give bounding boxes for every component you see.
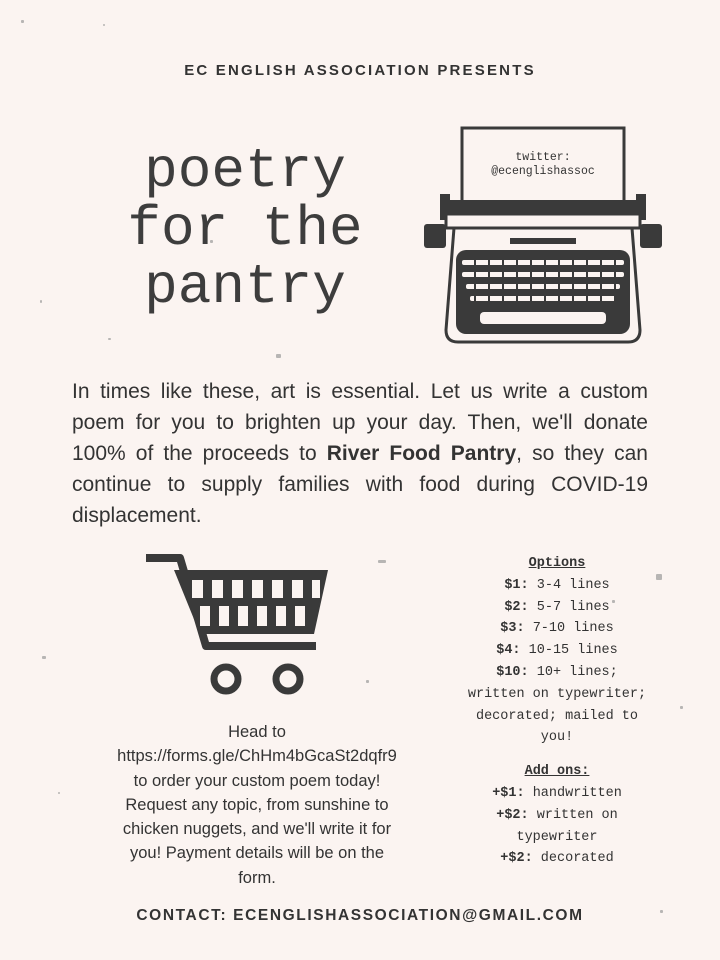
option-price: $10:	[496, 664, 529, 680]
option-item	[446, 618, 668, 640]
background-speck	[680, 706, 683, 709]
spacer	[446, 749, 668, 761]
option-price: $2:	[504, 599, 529, 615]
order-line: you! Payment details will be on the	[129, 844, 385, 863]
pantry-name: River Food Pantry	[326, 442, 517, 465]
addon-desc: written on	[528, 807, 618, 823]
addon-detail: typewriter	[516, 829, 598, 845]
intro-text: In times like these, art is essential. Let us write a custom poem for you to brighten up your day. Then, we'll donate 100% of the proceeds to	[72, 380, 648, 465]
option-desc: 3-4 lines	[528, 577, 610, 593]
addon-item	[446, 848, 668, 870]
option-desc: 10-15 lines	[520, 643, 618, 659]
addon-price: +$2:	[500, 851, 533, 867]
addon-price: +$2:	[496, 807, 529, 823]
order-line: Head to	[228, 723, 286, 741]
contact-email[interactable]: CONTACT: ECENGLISHASSOCIATION@GMAIL.COM	[136, 907, 584, 924]
shopping-cart-icon	[140, 550, 340, 700]
paper-line: twitter:	[515, 151, 571, 164]
intro-text-end: , so they can continue to supply families with food during COVID-19 displacement.	[72, 442, 648, 527]
background-speck	[366, 680, 369, 683]
options-heading: Options	[528, 556, 586, 571]
addon-desc: decorated	[532, 851, 614, 867]
option-item	[446, 597, 668, 619]
option-item	[446, 575, 668, 597]
poster-title	[100, 139, 390, 319]
option-desc: 10+ lines;	[528, 664, 618, 680]
option-detail: decorated; mailed to	[475, 708, 639, 724]
background-speck	[108, 338, 111, 340]
background-speck	[58, 792, 60, 794]
order-line: form.	[238, 868, 276, 887]
addon-desc: handwritten	[524, 785, 622, 801]
presenter-heading: EC ENGLISH ASSOCIATION PRESENTS	[184, 62, 536, 79]
option-item	[446, 662, 668, 684]
order-instructions	[82, 720, 432, 890]
background-speck	[40, 300, 42, 303]
pricing-options	[446, 553, 668, 870]
addon-item	[446, 805, 668, 827]
option-detail: written on typewriter;	[467, 686, 647, 702]
option-detail: you!	[540, 730, 574, 746]
intro-paragraph	[72, 376, 648, 531]
order-line: Request any topic, from sunshine to	[125, 795, 389, 814]
background-speck	[103, 24, 105, 26]
option-desc: 7-10 lines	[524, 621, 614, 637]
background-speck	[21, 20, 24, 23]
paper-line: @ecenglishassoc	[491, 165, 595, 178]
option-desc: 5-7 lines	[528, 599, 610, 615]
option-item	[446, 640, 668, 662]
background-speck	[42, 656, 46, 659]
option-price: $3:	[500, 621, 525, 637]
order-line: chicken nuggets, and we'll write it for	[122, 820, 392, 839]
title-line: for the	[127, 197, 363, 261]
option-price: $1:	[504, 577, 529, 593]
option-price: $4:	[496, 643, 521, 659]
addons-heading: Add ons:	[524, 764, 590, 780]
addon-item	[446, 783, 668, 805]
twitter-handle	[466, 151, 620, 179]
order-line: to order your custom poem today!	[133, 771, 381, 790]
order-form-link[interactable]: https://forms.gle/ChHm4bGcaSt2dqfr9	[117, 747, 397, 766]
background-speck	[378, 560, 386, 563]
addon-price: +$1:	[492, 785, 525, 801]
background-speck	[276, 354, 281, 358]
title-line: pantry	[144, 255, 346, 319]
title-line: poetry	[144, 139, 346, 203]
